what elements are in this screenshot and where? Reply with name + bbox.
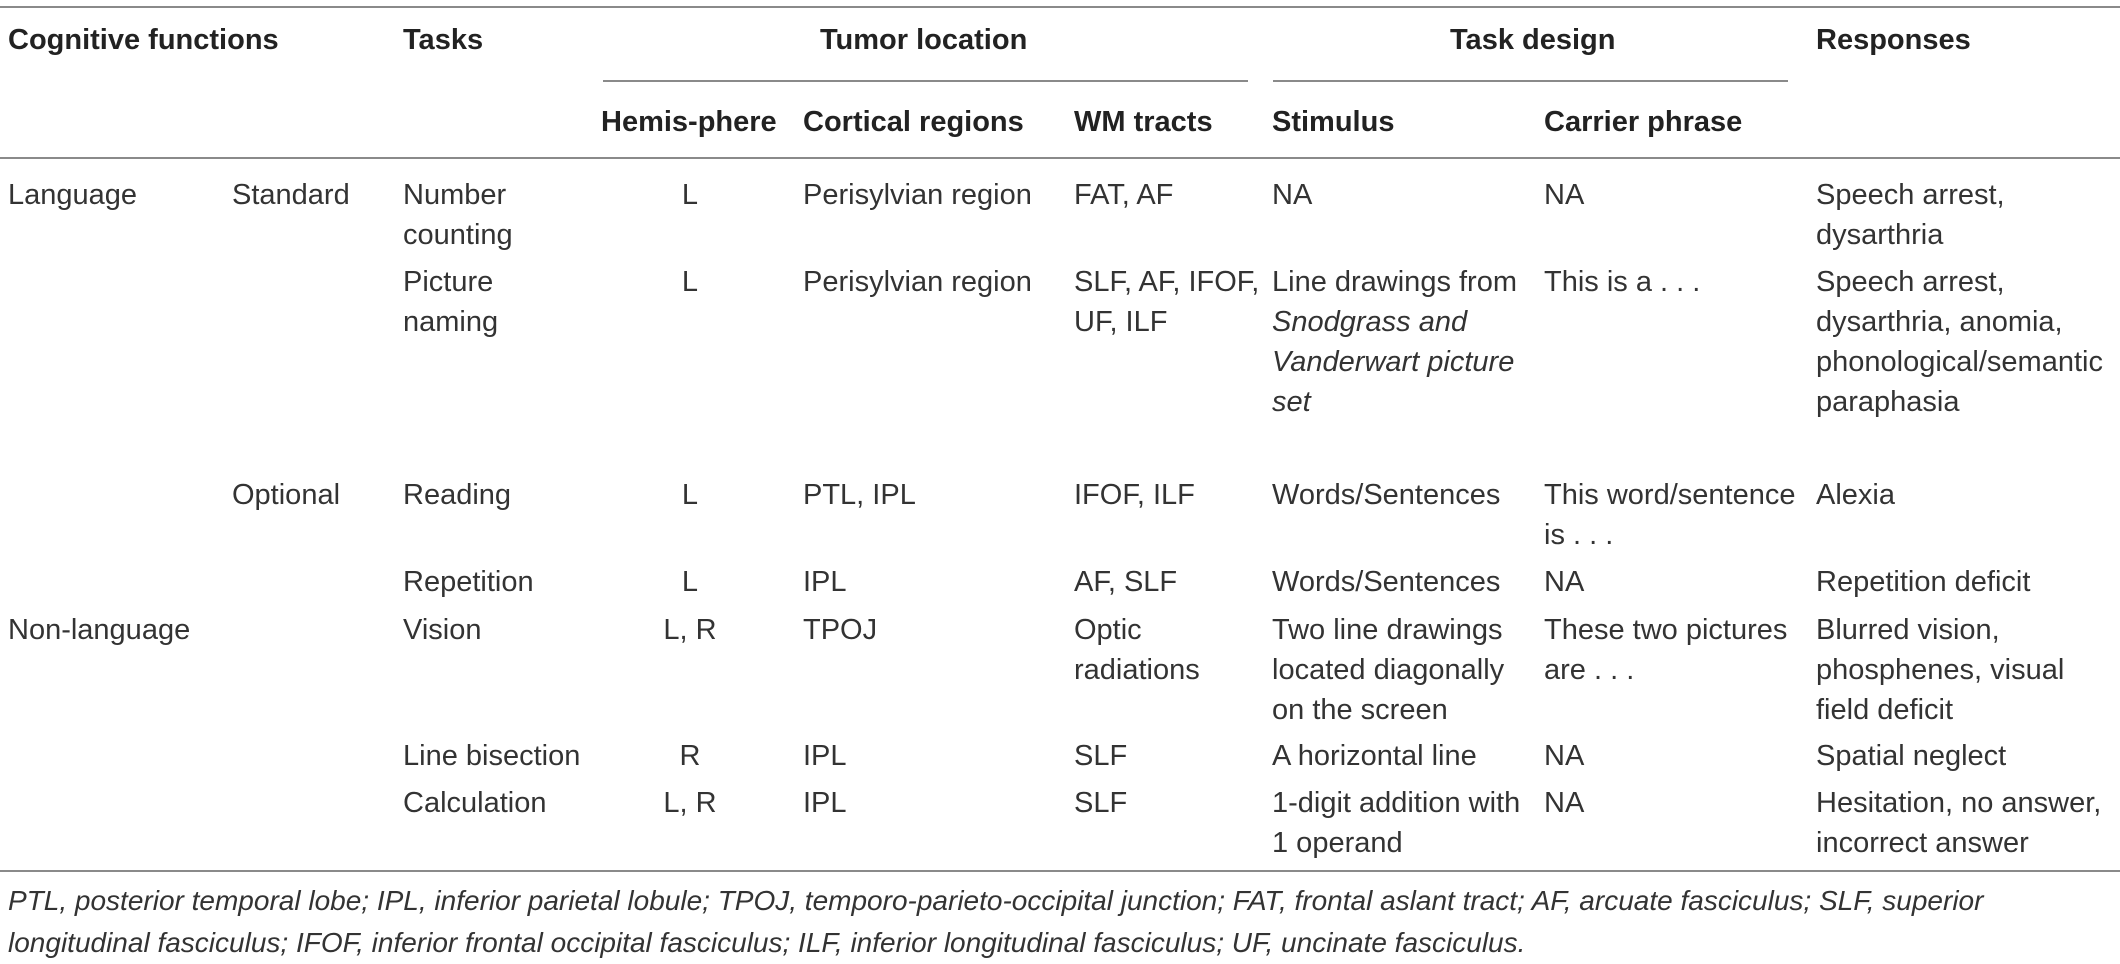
header-responses: Responses [1816,24,1971,56]
task-cell: Repetition [403,566,534,598]
stimulus-prefix: Line drawings from [1272,266,1517,298]
group-language: Language [8,179,138,211]
responses-cell: Speech arrest, dysarthria [1816,179,2005,251]
responses-cell: Hesitation, no answer, incorrect answer [1816,787,2102,859]
header-hemisphere: Hemis-phere [601,106,777,138]
table-footnote: PTL, posterior temporal lobe; IPL, inferior parietal lobule; TPOJ, temporo-parieto-occipital junction; FAT, frontal aslant tract; AF, arcuate fasciculus; SLF, superior longitudinal fasciculus; IFOF, inferior frontal occipital fasciculus; ILF, inferior longitudinal fasciculus; UF, uncinate fasciculus. [8,885,1984,958]
carrier-cell: NA [1544,787,1585,819]
responses-cell: Alexia [1816,479,1895,511]
task-cell: Number counting [403,179,513,251]
header-bottom-rule [0,157,2120,159]
carrier-cell: NA [1544,566,1585,598]
tumor-location-rule [603,80,1248,82]
wm-cell: SLF, AF, IFOF, UF, ILF [1074,266,1260,338]
group-optional: Optional [232,479,341,511]
responses-cell: Speech arrest, dysarthria, anomia, phonological/semantic paraphasia [1816,266,2103,418]
task-cell: Picture naming [403,266,499,338]
carrier-cell: NA [1544,179,1585,211]
task-design-rule [1273,80,1788,82]
carrier-cell: NA [1544,740,1585,772]
top-rule [0,6,2120,8]
group-non-language: Non-language [8,614,191,646]
header-carrier-phrase: Carrier phrase [1544,106,1743,138]
header-cognitive-functions: Cognitive functions [8,24,279,56]
header-stimulus: Stimulus [1272,106,1395,138]
cortical-cell: IPL [803,566,847,598]
stimulus-cell: Words/Sentences [1272,566,1501,598]
cortical-cell: Perisylvian region [803,266,1032,298]
header-tumor-location: Tumor location [820,24,1028,56]
cortical-cell: Perisylvian region [803,179,1032,211]
header-tasks: Tasks [403,24,484,56]
carrier-cell: This word/sentence is . . . [1544,479,1796,551]
stimulus-cell: 1-digit addition with 1 operand [1272,787,1521,859]
cortical-cell: TPOJ [803,614,878,646]
stimulus-cell: A horizontal line [1272,740,1477,772]
header-task-design: Task design [1450,24,1616,56]
task-cell: Reading [403,479,512,511]
group-standard: Standard [232,179,350,211]
table-bottom-rule [0,870,2120,872]
carrier-cell: This is a . . . [1544,266,1701,298]
hemisphere-cell: L [681,479,699,511]
responses-cell: Spatial neglect [1816,740,2007,772]
hemisphere-cell: L [681,266,699,298]
header-wm-tracts: WM tracts [1074,106,1213,138]
wm-cell: SLF [1074,740,1128,772]
task-cell: Vision [403,614,482,646]
wm-cell: FAT, AF [1074,179,1174,211]
hemisphere-cell: L, R [663,614,717,646]
wm-cell: Optic radiations [1074,614,1200,686]
wm-cell: SLF [1074,787,1128,819]
hemisphere-cell: R [679,740,701,772]
carrier-cell: These two pictures are . . . [1544,614,1788,686]
cortical-cell: PTL, IPL [803,479,916,511]
stimulus-cell [1272,262,1537,422]
task-cell: Calculation [403,787,547,819]
responses-cell: Blurred vision, phosphenes, visual field deficit [1816,614,2065,726]
stimulus-italic: Snodgrass and Vanderwart picture set [1272,306,1515,418]
hemisphere-cell: L, R [663,787,717,819]
responses-cell: Repetition deficit [1816,566,2031,598]
cortical-cell: IPL [803,787,847,819]
hemisphere-cell: L [681,566,699,598]
stimulus-cell: NA [1272,179,1313,211]
hemisphere-cell: L [681,179,699,211]
stimulus-cell: Two line drawings located diagonally on the screen [1272,614,1505,726]
cortical-cell: IPL [803,740,847,772]
header-cortical-regions: Cortical regions [803,106,1024,138]
wm-cell: IFOF, ILF [1074,479,1195,511]
stimulus-cell: Words/Sentences [1272,479,1501,511]
task-cell: Line bisection [403,740,581,772]
wm-cell: AF, SLF [1074,566,1178,598]
